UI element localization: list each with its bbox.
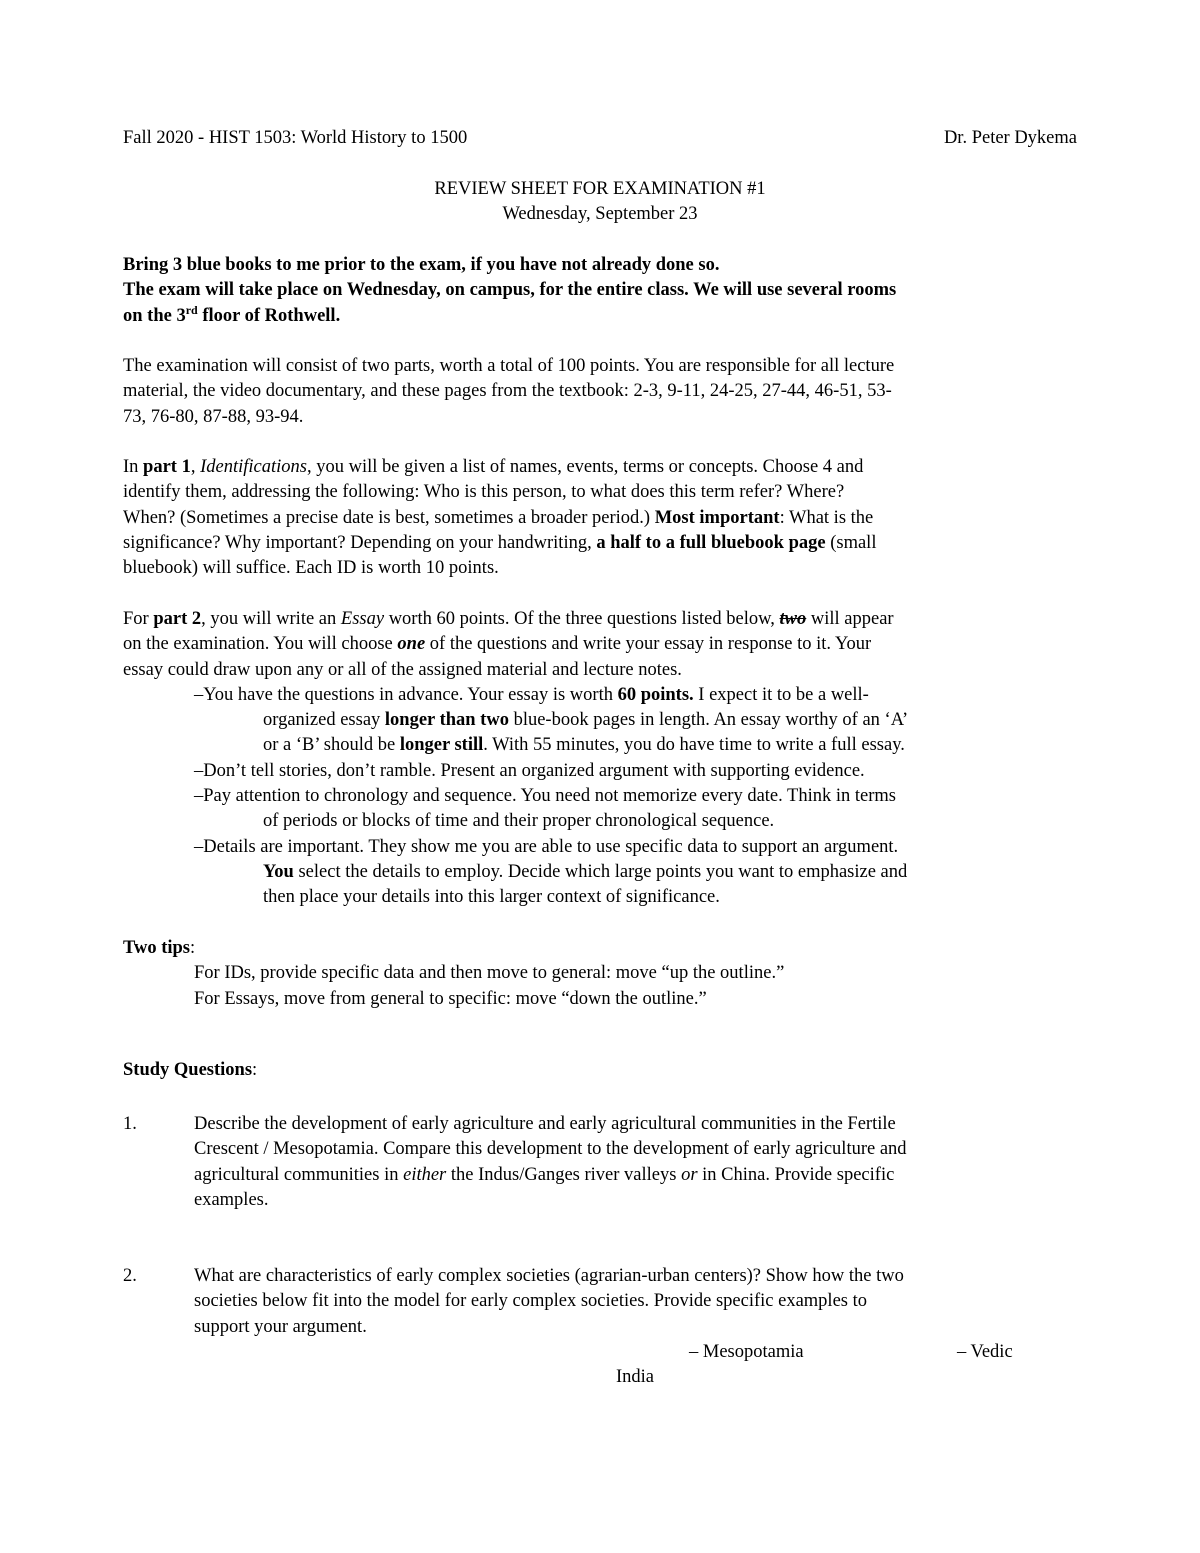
essay-tip-bullet: –You have the questions in advance. Your essay is worth 60 points. I expect it to be a well-: [194, 684, 869, 705]
exam-notice: [123, 253, 1078, 329]
title-line: REVIEW SHEET FOR EXAMINATION #1: [434, 179, 766, 199]
document-title: [0, 177, 1200, 228]
notice-line: The exam will take place on Wednesday, on campus, for the entire class. We will use several rooms: [123, 280, 897, 301]
essay-tip-bullet: –Don’t tell stories, don’t ramble. Present an organized argument with supporting evidence.: [194, 760, 865, 781]
essay-tip-bullet: –Pay attention to chronology and sequence. You need not memorize every date. Think in terms: [194, 786, 896, 807]
document-header: [123, 126, 1077, 151]
exam-date: Wednesday, September 23: [502, 204, 698, 225]
society-item-vedic-india-cont: India: [616, 1367, 655, 1387]
course-info: Fall 2020 - HIST 1503: World History to 1500: [123, 128, 468, 148]
society-item-mesopotamia: – Mesopotamia: [689, 1342, 804, 1362]
intro-paragraph: The examination will consist of two parts, worth a total of 100 points. You are responsible for all lecture material, the video documentary, and these pages from the textbook: 2-3, 9-11, 24-25, 27-44, 46-51, 53- 73, 76-80, 87-88, 93-94.: [123, 356, 895, 427]
notice-line: Bring 3 blue books to me prior to the exam, if you have not already done so.: [123, 255, 720, 275]
question-text: What are characteristics of early complex societies (agrarian-urban centers)? Show how the two societies below fit into the model for early complex societies. Provide specific examples to support your argument.: [194, 1266, 904, 1337]
question-text: Describe the development of early agriculture and early agricultural communities in the Fertile Crescent / Mesopotamia. Compare this development to the development of early agriculture and agricultural communities in either the Indus/Ganges river valleys or in China. Provide specific examples.: [194, 1114, 907, 1210]
part1-paragraph: In part 1, Identifications, you will be given a list of names, events, terms or concepts. Choose 4 and identify them, addressing the following: Who is this person, to what does this term refer? Where? When? (Sometimes a precise date is best, sometimes a broader period.) Most important: What is the significance? Why important? Depending on your handwriting, a half to a full bluebook page (small bluebook) will suffice. Each ID is worth 10 points.: [123, 457, 877, 579]
study-questions-heading: Study Questions:: [123, 1060, 258, 1080]
part2-paragraph: For part 2, you will write an Essay worth 60 points. Of the three questions listed below, two will appear on the examination. You will choose one of the questions and write your essay in response to it. Your essay could draw upon any or all of the assigned material and lecture notes. –You have the questions in advance. Your essay is worth 60 points. I expect it to be a well- organized essay longer than two blue-book pages in length. An essay worthy of an ‘A’ or a ‘B’ should be longer still. With 55 minutes, you do have time to write a full essay. –Don’t tell stories, don’t ramble. Present an organized argument with supporting evidence. –Pay attention to chronology and sequence. You need not memorize every date. Think in terms of periods or blocks of time and their proper chronological sequence. –Details are important. They show me you are able to use specific data to support an argument. You select the details to employ. Decide which large points you want to emphasize and then place your details into this larger context of significance.: [123, 607, 1078, 911]
society-item-vedic-india: – Vedic: [957, 1342, 1013, 1362]
question-number: 1.: [123, 1114, 137, 1134]
instructor-name: Dr. Peter Dykema: [943, 128, 1077, 148]
tip-item: For IDs, provide specific data and then move to general: move “up the outline.”: [194, 963, 785, 984]
question-number: 2.: [123, 1266, 137, 1286]
society-list: [123, 1340, 1078, 1365]
essay-tip-bullet: –Details are important. They show me you are able to use specific data to support an argument.: [194, 836, 899, 857]
tip-item: For Essays, move from general to specific: move “down the outline.”: [194, 988, 707, 1009]
two-tips-section: [123, 936, 1078, 1012]
section-heading: Two tips:: [123, 938, 196, 958]
notice-line: on the 3rd floor of Rothwell.: [123, 302, 341, 326]
